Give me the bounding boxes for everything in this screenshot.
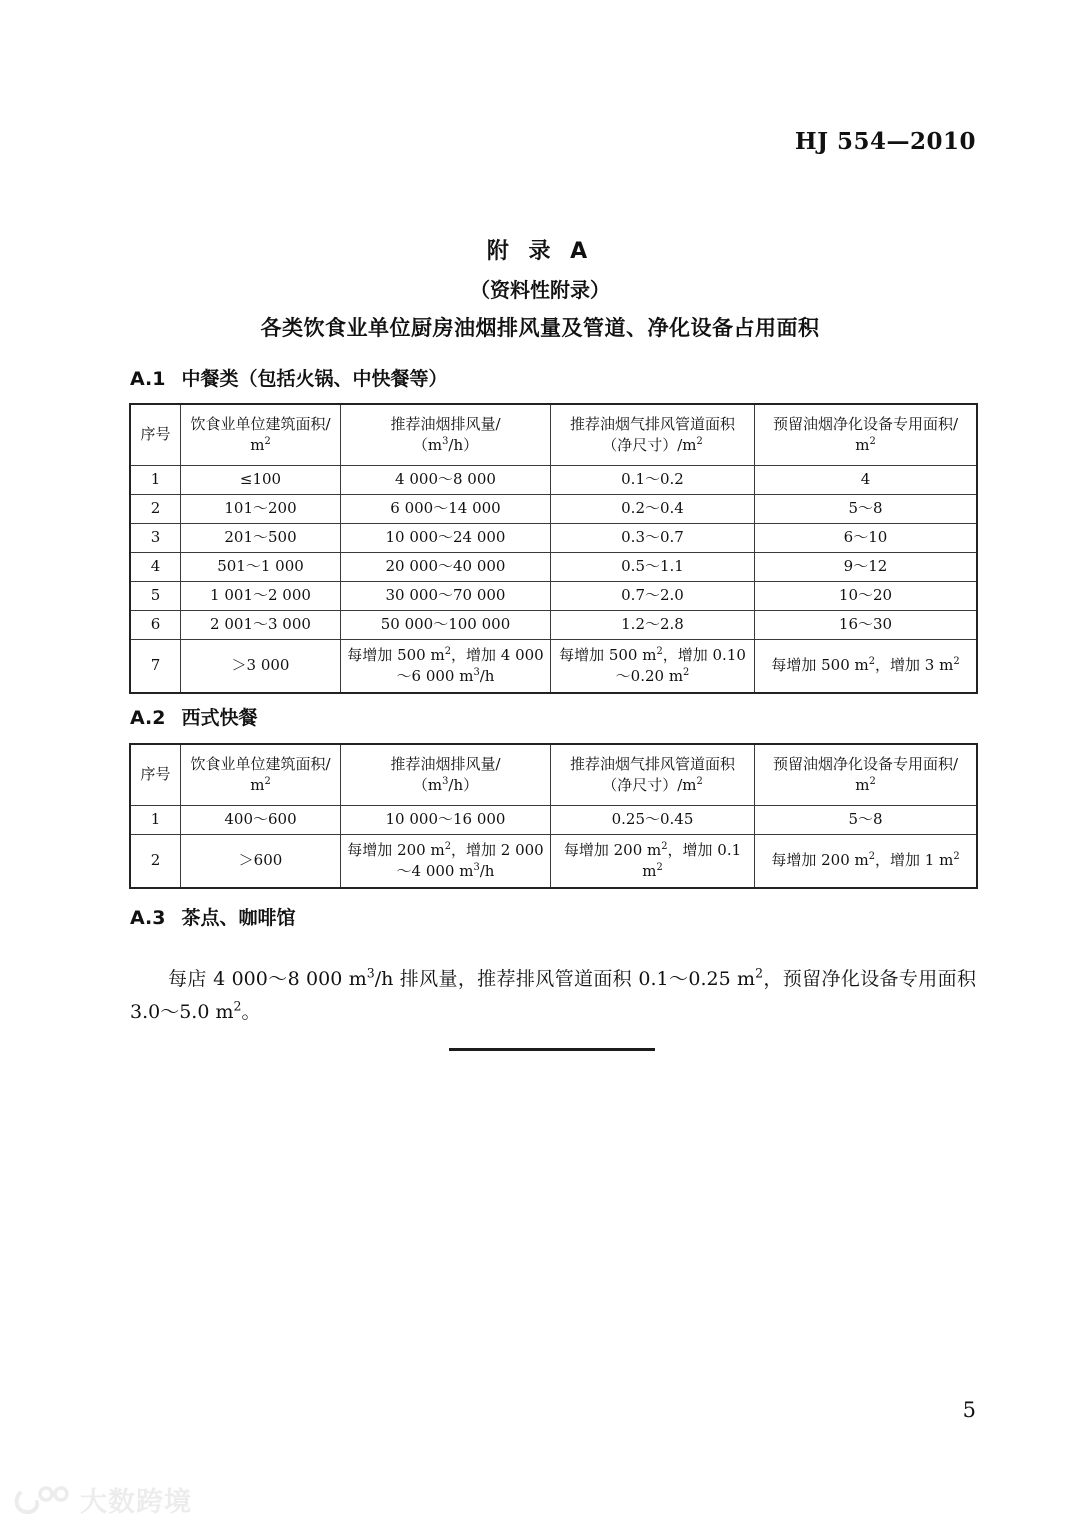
- text-part: 每增加 200 m: [347, 840, 445, 859]
- cell-building-area: 400～600: [181, 806, 341, 835]
- header-label-exhaust-flow-line2: [346, 775, 545, 796]
- cell-equipment-area: 4: [755, 466, 977, 495]
- text-part: ，增加 0.1 m: [642, 840, 742, 880]
- unit-superscript: 2: [755, 965, 764, 981]
- unit-superscript: 2: [868, 851, 876, 863]
- cell-equipment-area: 16～30: [755, 611, 977, 640]
- header-label-building-area-line2: [186, 435, 335, 456]
- header-label-duct-area-line2: [556, 435, 749, 456]
- unit-m-open: （m: [412, 776, 443, 794]
- annex-title-block: [0, 234, 1080, 342]
- table-row: [131, 524, 977, 553]
- page-number: 5: [962, 1398, 976, 1422]
- section-number-a3: A.3: [130, 907, 166, 929]
- unit-m: m: [250, 436, 265, 454]
- unit-superscript: 2: [264, 776, 271, 787]
- section-heading-a1: [130, 364, 448, 391]
- unit-m: m: [855, 436, 870, 454]
- unit-m-open: （m: [412, 436, 443, 454]
- header-label-equipment-area-line2: [760, 775, 971, 796]
- cell-exhaust-flow: 30 000～70 000: [341, 582, 551, 611]
- header-label-building-area-line2: [186, 775, 335, 796]
- header-label-exhaust-flow-line1: 推荐油烟排风量/: [390, 754, 501, 773]
- header-cell-exhaust-flow: [341, 405, 551, 466]
- cell-seq: 2: [131, 835, 181, 888]
- cell-equipment-area: [755, 640, 977, 693]
- cell-exhaust-flow: [341, 835, 551, 888]
- watermark-logo-icon: [14, 1483, 72, 1517]
- cell-building-area: ≤100: [181, 466, 341, 495]
- header-label-building-area-line1: 饮食业单位建筑面积/: [190, 754, 331, 773]
- cell-equipment-area: 5～8: [755, 495, 977, 524]
- cell-exhaust-flow: 50 000～100 000: [341, 611, 551, 640]
- text-part: 每店 4 000～8 000 m: [168, 968, 367, 990]
- cell-building-area: 501～1 000: [181, 553, 341, 582]
- cell-duct-area: 0.5～1.1: [551, 553, 755, 582]
- cell-building-area: 2 001～3 000: [181, 611, 341, 640]
- watermark: [14, 1480, 192, 1519]
- table-row: [131, 495, 977, 524]
- cell-equipment-area: 5～8: [755, 806, 977, 835]
- cell-duct-area: [551, 835, 755, 888]
- annex-title-primary: 附 录 A: [486, 239, 594, 264]
- unit-m: m: [250, 776, 265, 794]
- cell-building-area: ＞600: [181, 835, 341, 888]
- cell-duct-area: 0.1～0.2: [551, 466, 755, 495]
- section-heading-a2: [130, 703, 258, 730]
- section-title-a2: 西式快餐: [181, 707, 258, 729]
- unit-superscript: 3: [442, 436, 449, 447]
- cell-equipment-area: [755, 835, 977, 888]
- header-cell-building-area: [181, 745, 341, 806]
- cell-building-area: ＞3 000: [181, 640, 341, 693]
- unit-superscript: 2: [264, 436, 271, 447]
- text-part: 每增加 200 m: [563, 840, 662, 859]
- cell-seq: 6: [131, 611, 181, 640]
- cell-building-area: 201～500: [181, 524, 341, 553]
- cell-exhaust-flow: 6 000～14 000: [341, 495, 551, 524]
- section-a3-paragraph: [130, 963, 976, 1030]
- cell-building-area: 101～200: [181, 495, 341, 524]
- cell-duct-area: 0.7～2.0: [551, 582, 755, 611]
- table-a2-western-fast-food: [130, 744, 977, 888]
- unit-superscript: 2: [661, 840, 668, 852]
- text-part: /h: [479, 667, 495, 685]
- text-part: ，预留净化设备专用面积 3.0～5.0 m: [130, 968, 976, 1024]
- unit-per-hour: /h）: [448, 436, 479, 454]
- text-part: 每增加 500 m: [771, 656, 869, 675]
- table-header-row: [131, 405, 977, 466]
- text-part: ，增加 3 m: [875, 656, 954, 675]
- cell-exhaust-flow: 20 000～40 000: [341, 553, 551, 582]
- table-row: [131, 611, 977, 640]
- unit-superscript: 2: [696, 436, 703, 447]
- cell-seq: 4: [131, 553, 181, 582]
- end-of-annex-rule: [449, 1048, 655, 1051]
- text-part: 每增加 500 m: [559, 645, 657, 664]
- cell-duct-area: 0.3～0.7: [551, 524, 755, 553]
- unit-superscript: 3: [473, 667, 480, 678]
- header-label-duct-area-line1: 推荐油烟气排风管道面积: [569, 754, 735, 773]
- header-label-building-area-line1: 饮食业单位建筑面积/: [190, 414, 331, 433]
- unit-superscript: 2: [868, 656, 876, 668]
- cell-duct-area: 0.25～0.45: [551, 806, 755, 835]
- cell-seq: 7: [131, 640, 181, 693]
- cell-equipment-area: 10～20: [755, 582, 977, 611]
- cell-seq: 5: [131, 582, 181, 611]
- table-row: [131, 835, 977, 888]
- table-row: [131, 553, 977, 582]
- header-label-exhaust-flow-line2: [346, 435, 545, 456]
- header-cell-seq: [131, 745, 181, 806]
- section-number-a2: A.2: [130, 707, 166, 729]
- cell-seq: 1: [131, 806, 181, 835]
- header-label-duct-area-line1: 推荐油烟气排风管道面积: [569, 414, 735, 433]
- table-row: [131, 466, 977, 495]
- unit-net-size-m: （净尺寸）/m: [602, 436, 697, 454]
- unit-superscript: 2: [696, 776, 703, 787]
- watermark-text: 大数跨境: [80, 1487, 192, 1518]
- section-heading-a3: [130, 903, 296, 930]
- unit-superscript: 3: [366, 965, 375, 981]
- cell-seq: 2: [131, 495, 181, 524]
- text-part: 每增加 500 m: [347, 645, 445, 664]
- unit-superscript: 2: [656, 645, 663, 657]
- unit-superscript: 2: [953, 656, 960, 668]
- header-label-duct-area-line2: [556, 775, 749, 796]
- header-label-equipment-area-line1: 预留油烟净化设备专用面积/: [772, 414, 959, 433]
- unit-superscript: 2: [233, 998, 242, 1014]
- unit-net-size-m: （净尺寸）/m: [602, 776, 697, 794]
- text-part: ，增加 2 000～4 000 m: [396, 840, 544, 880]
- header-label-equipment-area-line1: 预留油烟净化设备专用面积/: [772, 754, 959, 773]
- header-cell-equipment-area: [755, 405, 977, 466]
- header-cell-seq: [131, 405, 181, 466]
- text-part: ，增加 1 m: [875, 851, 954, 870]
- header-label-seq: 序号: [140, 425, 171, 444]
- section-number-a1: A.1: [130, 368, 166, 390]
- table-a1-chinese-restaurants: [130, 404, 977, 693]
- cell-exhaust-flow: 4 000～8 000: [341, 466, 551, 495]
- header-cell-exhaust-flow: [341, 745, 551, 806]
- table-row: [131, 806, 977, 835]
- table-header-row: [131, 745, 977, 806]
- unit-superscript: 2: [444, 840, 451, 852]
- cell-equipment-area: 9～12: [755, 553, 977, 582]
- section-title-a1: 中餐类（包括火锅、中快餐等）: [181, 368, 448, 390]
- cell-seq: 3: [131, 524, 181, 553]
- annex-title-subtype: （资料性附录）: [470, 278, 610, 302]
- annex-title-description: 各类饮食业单位厨房油烟排风量及管道、净化设备占用面积: [260, 316, 820, 340]
- header-cell-duct-area: [551, 405, 755, 466]
- unit-m: m: [855, 776, 870, 794]
- table-row: [131, 640, 977, 693]
- header-cell-building-area: [181, 405, 341, 466]
- unit-superscript: 2: [869, 436, 876, 447]
- text-part: /h 排风量，推荐排风管道面积 0.1～0.25 m: [374, 968, 756, 990]
- section-title-a3: 茶点、咖啡馆: [181, 907, 296, 929]
- header-label-exhaust-flow-line1: 推荐油烟排风量/: [390, 414, 501, 433]
- header-label-equipment-area-line2: [760, 435, 971, 456]
- table-row: [131, 582, 977, 611]
- unit-superscript: 2: [683, 667, 690, 678]
- cell-equipment-area: 6～10: [755, 524, 977, 553]
- cell-seq: 1: [131, 466, 181, 495]
- cell-exhaust-flow: [341, 640, 551, 693]
- unit-superscript: 2: [656, 862, 663, 873]
- text-part: 。: [241, 1001, 261, 1024]
- cell-exhaust-flow: 10 000～16 000: [341, 806, 551, 835]
- header-cell-duct-area: [551, 745, 755, 806]
- unit-superscript: 2: [953, 851, 960, 863]
- unit-superscript: 2: [869, 776, 876, 787]
- standard-number-header: HJ 554—2010: [794, 128, 976, 155]
- unit-superscript: 3: [473, 862, 480, 873]
- header-cell-equipment-area: [755, 745, 977, 806]
- cell-building-area: 1 001～2 000: [181, 582, 341, 611]
- text-part: /h: [479, 862, 495, 880]
- unit-per-hour: /h）: [448, 776, 479, 794]
- cell-duct-area: [551, 640, 755, 693]
- text-part: ，增加 4 000～6 000 m: [396, 645, 544, 685]
- text-part: ，增加 0.10～0.20 m: [615, 645, 746, 685]
- unit-superscript: 2: [444, 645, 451, 657]
- cell-exhaust-flow: 10 000～24 000: [341, 524, 551, 553]
- cell-duct-area: 0.2～0.4: [551, 495, 755, 524]
- text-part: 每增加 200 m: [771, 851, 869, 870]
- header-label-seq: 序号: [140, 765, 171, 784]
- unit-superscript: 3: [442, 776, 449, 787]
- cell-duct-area: 1.2～2.8: [551, 611, 755, 640]
